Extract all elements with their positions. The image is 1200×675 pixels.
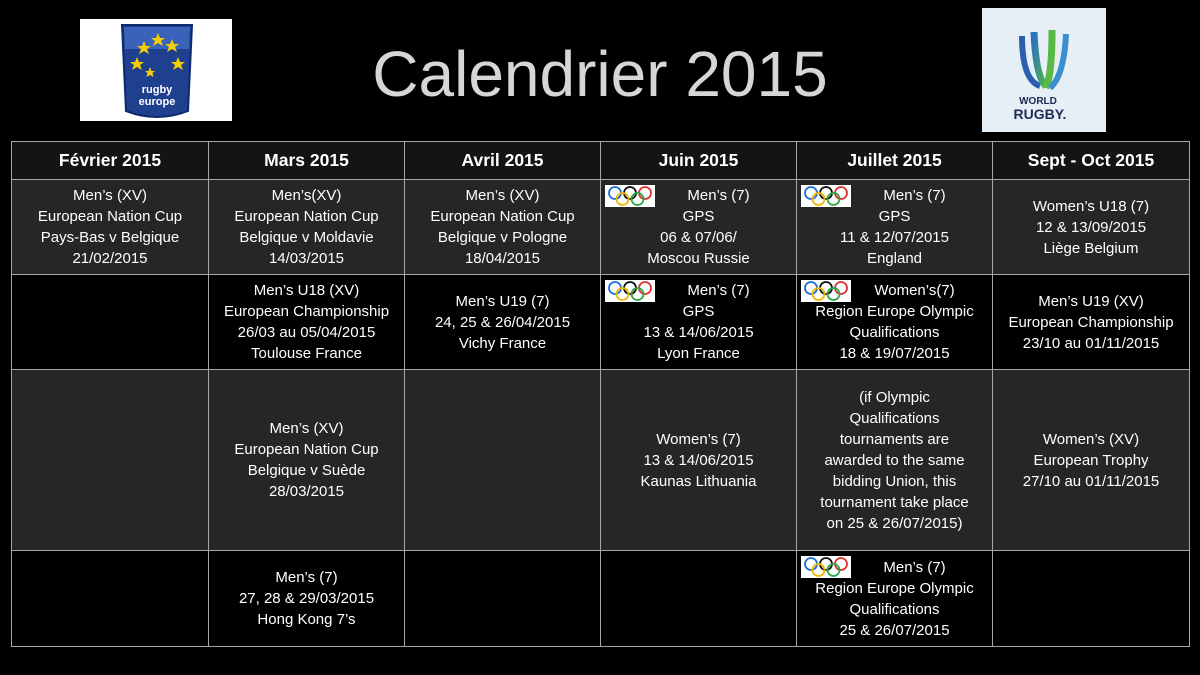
event-line: tournament take place	[820, 493, 969, 511]
event-line: European Nation Cup	[234, 441, 379, 458]
header-row	[12, 142, 1190, 180]
event-line: Women’s (7)	[656, 430, 741, 448]
event-line: 25 & 26/07/2015	[839, 621, 950, 639]
calendar-cell	[601, 275, 797, 370]
column-header: Février 2015	[12, 142, 209, 180]
event-line: 26/03 au 05/04/2015	[237, 324, 376, 341]
event-line: Moscou Russie	[647, 250, 750, 267]
column-header: Avril 2015	[405, 142, 601, 180]
event-line: Men’s (XV)	[465, 187, 540, 204]
event-entry	[209, 418, 404, 502]
event-line: European Nation Cup	[430, 208, 575, 225]
calendar-cell	[209, 551, 405, 647]
event-line: 18 & 19/07/2015	[839, 345, 950, 362]
olympic-rings-icon	[801, 280, 851, 302]
olympic-rings-icon	[801, 556, 851, 578]
event-line: 21/02/2015	[72, 250, 148, 267]
calendar-cell	[601, 551, 797, 647]
event-line: Men’s (7)	[883, 558, 946, 576]
event-entry	[993, 429, 1189, 492]
rugby-europe-logo	[80, 19, 232, 121]
event-entry	[209, 185, 404, 269]
event-line: Vichy France	[458, 334, 547, 352]
event-line: tournaments are	[839, 430, 950, 448]
calendar-cell	[797, 551, 993, 647]
calendar-cell	[993, 370, 1190, 551]
event-line: 11 & 12/07/2015	[840, 229, 949, 246]
calendar-cell	[601, 180, 797, 275]
event-line: Men’s U19 (XV)	[1038, 292, 1144, 310]
event-line: Belgique v Moldavie	[239, 229, 374, 246]
event-line: Toulouse France	[251, 345, 362, 362]
event-line: 13 & 14/06/2015	[643, 324, 754, 341]
olympic-rings-icon	[605, 185, 655, 207]
event-line: Men’s (XV)	[269, 420, 344, 437]
calendar-cell	[993, 180, 1190, 275]
event-line: Belgique v Suède	[247, 462, 366, 479]
event-entry	[601, 429, 796, 492]
event-line: Women’s U18 (7)	[1032, 197, 1150, 215]
world-rugby-logo-text-1: WORLD	[1019, 96, 1057, 107]
calendar-cell	[405, 551, 601, 647]
event-line: Men’s U18 (XV)	[253, 282, 360, 299]
calendar-cell	[993, 551, 1190, 647]
calendar-row	[12, 370, 1190, 551]
event-line: 27/10 au 01/11/2015	[1022, 472, 1160, 490]
rugby-europe-logo-text-2: europe	[138, 96, 176, 108]
event-line: European Nation Cup	[234, 208, 379, 225]
calendar-cell	[405, 370, 601, 551]
event-line: on 25 & 26/07/2015)	[826, 514, 963, 532]
rugby-europe-logo-text-1: rugby	[141, 84, 173, 96]
event-line: bidding Union, this	[832, 472, 957, 490]
calendar-cell	[12, 551, 209, 647]
event-line: Women’s(7)	[874, 282, 955, 299]
event-line: European Trophy	[1033, 451, 1149, 469]
calendar-cell	[209, 275, 405, 370]
event-line: Men’s (XV)	[73, 187, 147, 204]
event-line: 24, 25 & 26/04/2015	[434, 313, 571, 331]
event-line: 27, 28 & 29/03/2015	[238, 590, 375, 607]
world-rugby-logo-text-2: RUGBY.	[1013, 106, 1067, 122]
event-line: Liège Belgium	[1043, 239, 1139, 257]
event-line: Belgique v Pologne	[437, 229, 568, 246]
event-line: Men’s (7)	[687, 187, 750, 204]
event-line: GPS	[878, 208, 911, 225]
event-line: Lyon France	[657, 345, 740, 362]
event-line: Qualifications	[849, 409, 940, 427]
olympic-rings-icon	[605, 280, 655, 302]
column-header: Sept - Oct 2015	[993, 142, 1190, 180]
event-line: Region Europe Olympic	[815, 579, 974, 597]
event-line: 06 & 07/06/	[660, 229, 737, 246]
event-entry	[405, 291, 600, 354]
event-line: Men’s (7)	[883, 187, 946, 204]
event-line: 12 & 13/09/2015	[1035, 218, 1147, 236]
calendar-cell	[797, 275, 993, 370]
event-line: Pays-Bas v Belgique	[40, 229, 180, 246]
event-line: (if Olympic	[859, 388, 930, 406]
column-header: Juillet 2015	[797, 142, 993, 180]
calendar-cell	[993, 275, 1190, 370]
event-entry	[993, 196, 1189, 259]
event-line: GPS	[682, 303, 715, 320]
event-line: 23/10 au 01/11/2015	[1022, 334, 1160, 352]
calendar-cell	[12, 275, 209, 370]
event-line: 28/03/2015	[268, 483, 345, 500]
event-line: Kaunas Lithuania	[640, 472, 757, 490]
event-line: Hong Kong 7’s	[257, 611, 356, 628]
calendar-cell	[12, 370, 209, 551]
calendar-table	[11, 141, 1190, 647]
event-entry	[405, 185, 600, 269]
calendar-cell	[797, 180, 993, 275]
calendar-cell	[601, 370, 797, 551]
event-line: Men’s (7)	[275, 569, 338, 586]
event-line: England	[866, 250, 923, 267]
event-line: Men’s(XV)	[271, 187, 342, 204]
event-line: Women’s (XV)	[1042, 430, 1140, 448]
world-rugby-logo	[982, 8, 1106, 132]
event-line: European Nation Cup	[37, 208, 183, 225]
event-line: Region Europe Olympic	[815, 303, 974, 320]
calendar-row	[12, 551, 1190, 647]
calendar-cell	[12, 180, 209, 275]
event-line: Men’s U19 (7)	[455, 292, 550, 310]
column-header: Juin 2015	[601, 142, 797, 180]
calendar-cell	[209, 370, 405, 551]
event-line: European Championship	[1008, 313, 1174, 331]
calendar-cell	[405, 180, 601, 275]
event-line: 13 & 14/06/2015	[643, 451, 754, 469]
column-header: Mars 2015	[209, 142, 405, 180]
event-line: European Championship	[223, 303, 390, 320]
calendar-cell	[797, 370, 993, 551]
event-entry	[12, 185, 208, 269]
event-line: awarded to the same	[824, 451, 965, 469]
event-line: Qualifications	[849, 324, 940, 341]
event-line: 18/04/2015	[464, 250, 541, 267]
page-title: Calendrier 2015	[372, 38, 828, 110]
event-line: Men’s (7)	[687, 282, 750, 299]
event-entry	[797, 387, 992, 534]
calendar-cell	[405, 275, 601, 370]
event-entry	[993, 291, 1189, 354]
event-line: 14/03/2015	[268, 250, 345, 267]
calendar-cell	[209, 180, 405, 275]
calendar-row	[12, 180, 1190, 275]
event-entry	[209, 280, 404, 364]
event-line: Qualifications	[849, 600, 940, 618]
calendar-row	[12, 275, 1190, 370]
olympic-rings-icon	[801, 185, 851, 207]
event-line: GPS	[682, 208, 715, 225]
event-entry	[209, 567, 404, 630]
